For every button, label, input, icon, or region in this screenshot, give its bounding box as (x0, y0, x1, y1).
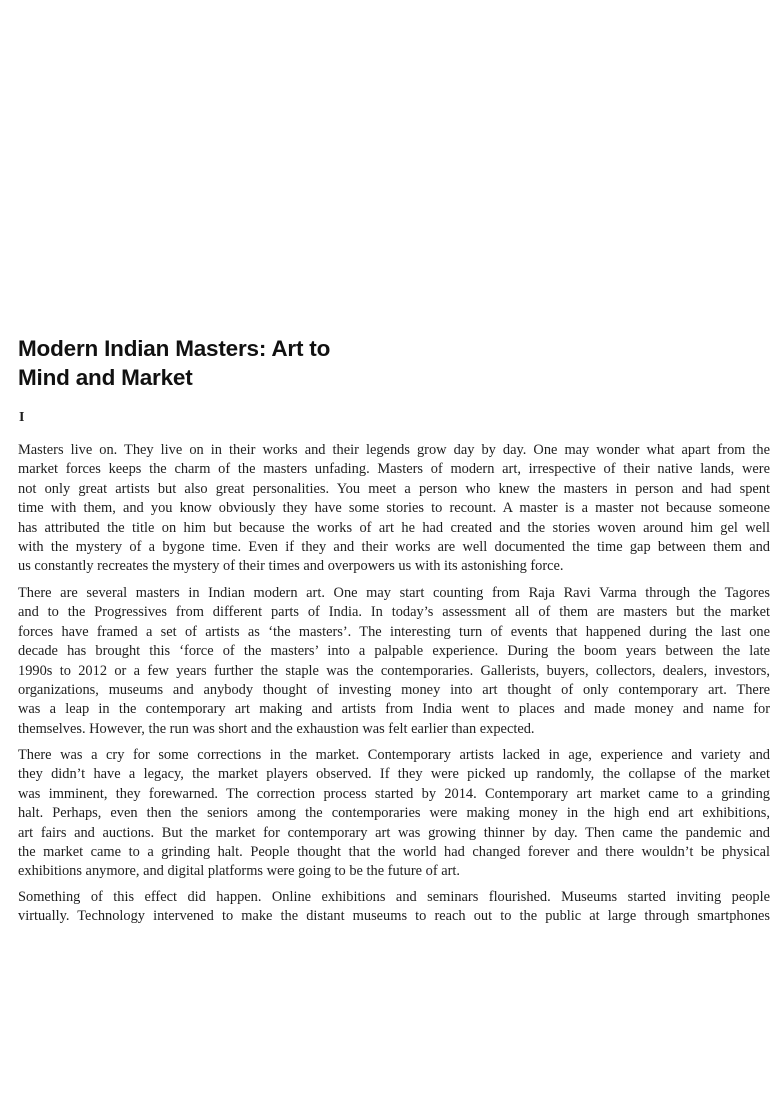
paragraph-line: art fairs and auctions. But the market for contemporary art was growing thinner by day. Then came the pandemic and (18, 824, 770, 841)
paragraph-line: they didn’t have a legacy, the market players observed. If they were picked up randomly, the collapse of the market (18, 766, 770, 783)
paragraph-line: virtually. Technology intervened to make the distant museums to reach out to the public at large through smartphones (18, 908, 770, 925)
paragraph-line: organizations, museums and anybody thought of investing money into art thought of only contemporary art. There (18, 681, 770, 698)
section-number: I (19, 410, 25, 425)
paragraph-line: forces have framed a set of artists as ‘the masters’. The interesting turn of events that happened during the last one (18, 623, 770, 640)
paragraph (18, 888, 770, 927)
paragraph-line: market forces keeps the charm of the masters unfading. Masters of modern art, irrespective of their native lands, were (18, 461, 770, 478)
chapter-title (18, 334, 330, 392)
paragraph (18, 441, 770, 577)
paragraph (18, 746, 770, 882)
paragraph-line: was imminent, they forewarned. The correction process started by 2014. Contemporary art market came to a grinding (18, 785, 770, 802)
paragraph-line: Masters live on. They live on in their works and their legends grow day by day. One may wonder what apart from the (18, 442, 770, 458)
paragraph-line: There are several masters in Indian modern art. One may start counting from Raja Ravi Varma through the Tagores (18, 585, 770, 601)
paragraph-line: has attributed the title on him but because the works of art he had created and the stories woven around him gel well (18, 519, 770, 536)
paragraph-line: 1990s to 2012 or a few years further the staple was the contemporaries. Gallerists, buyers, collectors, dealers, investors, (18, 662, 770, 679)
paragraph-line: the market came to a grinding halt. People thought that the world had changed forever and there wouldn’t be physical (18, 843, 770, 860)
paragraph-line: exhibitions anymore, and digital platforms were going to be the future of art. (18, 863, 460, 880)
paragraph-line: was a leap in the contemporary art making and artists from India went to places and made money and name for (18, 701, 770, 718)
paragraph (18, 584, 770, 739)
paragraph-line: and to the Progressives from different parts of India. In today’s assessment all of them are masters but the market (18, 604, 770, 621)
paragraph-line: us constantly recreates the mystery of their times and overpowers us with its astonishing force. (18, 558, 564, 575)
paragraph-line: not only great artists but also great personalities. You meet a person who knew the masters in person and had spent (18, 480, 770, 497)
paragraph-line: themselves. However, the run was short and the exhaustion was felt earlier than expected. (18, 720, 535, 737)
paragraph-line: with the mystery of a bygone time. Even if they and their works are well documented the time gap between them and (18, 538, 770, 555)
chapter-title-line: Mind and Market (18, 365, 193, 390)
paragraph-line: There was a cry for some corrections in the market. Contemporary artists lacked in age, experience and variety and (18, 747, 770, 763)
chapter-title-line: Modern Indian Masters: Art to (18, 336, 331, 361)
paragraph-line: time with them, and you know obviously they have some stories to recount. A master is a master not because someone (18, 500, 770, 517)
paragraph-line: Something of this effect did happen. Online exhibitions and seminars flourished. Museums started inviting people (18, 889, 770, 905)
paragraph-line: halt. Perhaps, even then the seniors among the contemporaries were making money in the high end art exhibitions, (18, 805, 770, 822)
paragraph-line: decade has brought this ‘force of the masters’ into a palpable experience. During the boom years between the late (18, 643, 770, 660)
